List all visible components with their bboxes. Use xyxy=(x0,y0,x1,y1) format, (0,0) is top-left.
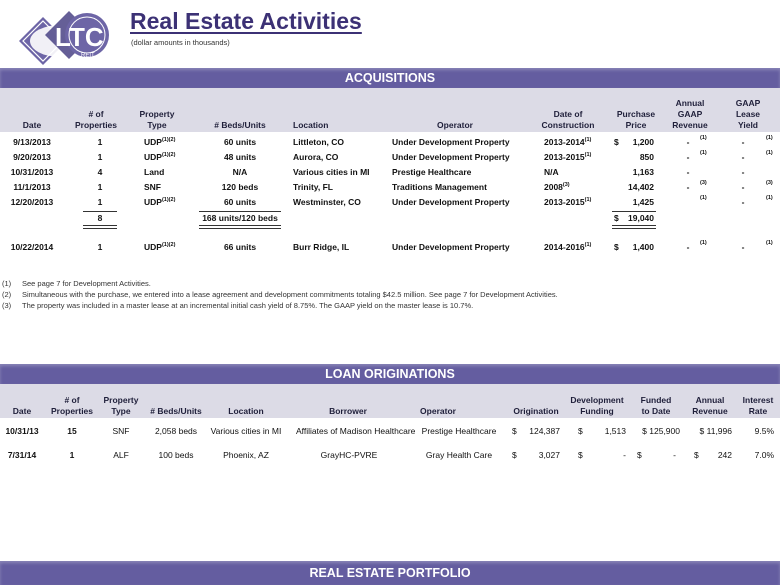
row-price: 1,425 xyxy=(632,197,654,207)
logo-text: LTC xyxy=(55,22,104,52)
col-construction-2: Construction xyxy=(541,120,595,130)
loan-col-rate-2: Rate xyxy=(748,406,768,416)
loans-band xyxy=(0,364,780,384)
loan-col-ptype-1: Property xyxy=(103,395,139,405)
row-ptype: $UDP^{(1)(2)}$ xyxy=(144,197,176,207)
row-props: 4 xyxy=(97,167,103,177)
row-revenue-note: (1) xyxy=(700,150,707,156)
logo-subtext: REIT xyxy=(81,53,95,59)
total-props: 8 xyxy=(97,213,103,223)
loan-col-props-2: Properties xyxy=(50,406,94,416)
loan-col-rate-1: Interest xyxy=(742,395,774,405)
row-revenue-note: (3) xyxy=(700,180,707,186)
row-construction: 2013-2015$^{(1)}$ xyxy=(544,197,592,207)
loan-rate: 9.5% xyxy=(754,426,774,436)
row-ptype-note: (1)(2) xyxy=(161,152,176,159)
portfolio-title: REAL ESTATE PORTFOLIO xyxy=(309,566,471,580)
col-gaap-rev-3: Revenue xyxy=(672,120,708,130)
loan-dev-sign: $ xyxy=(578,426,583,436)
row-props: 1 xyxy=(97,197,103,207)
row-construction: 2013-2015$^{(1)}$ xyxy=(544,152,592,162)
row-props: 1 xyxy=(97,137,103,147)
loan-date: 7/31/14 xyxy=(7,450,37,460)
loan-col-origination: Origination xyxy=(513,406,559,416)
row-construction-note: (1) xyxy=(584,137,592,144)
footnote-1: (1) See page 7 for Development Activities. xyxy=(2,279,151,288)
col-gaap-yield-2: Lease xyxy=(735,109,761,119)
loans-title: LOAN ORIGINATIONS xyxy=(325,367,455,381)
loan-col-ptype-2: Type xyxy=(111,406,131,416)
loan-operator: Prestige Healthcare xyxy=(421,426,497,436)
col-gaap-rev-2: GAAP xyxy=(677,109,703,119)
row-price: 1,400 xyxy=(632,242,654,252)
beds-subtotal-line xyxy=(199,211,281,212)
props-total-double-line xyxy=(83,225,117,229)
col-date: Date xyxy=(22,120,42,130)
acquisitions-title: ACQUISITIONS xyxy=(344,71,436,85)
row-revenue-note: (1) xyxy=(700,135,707,141)
loan-col-devfund-2: Funding xyxy=(580,406,614,416)
row-price-sign: $ xyxy=(614,137,619,147)
loan-revenue-sign: $ xyxy=(694,450,699,460)
col-gaap-yield-1: GAAP xyxy=(735,98,761,108)
total-beds: 168 units/120 beds xyxy=(202,213,278,223)
row-price: 850 xyxy=(639,152,654,162)
row-construction: 2013-2014$^{(1)}$ xyxy=(544,137,592,147)
loan-dev-sign: $ xyxy=(578,450,583,460)
loan-col-beds: # Beds/Units xyxy=(150,406,202,416)
col-gaap-yield-3: Yield xyxy=(738,120,758,130)
row-construction: 2008$^{(3)}$ xyxy=(544,182,570,192)
row-revenue-note: (1) xyxy=(700,195,707,201)
row-props: 1 xyxy=(97,182,103,192)
row-yield-note: (1) xyxy=(766,195,773,201)
loan-date: 10/31/13 xyxy=(5,426,39,436)
props-subtotal-line xyxy=(83,211,117,212)
loan-funded: $ 125,900 xyxy=(642,426,680,436)
col-location: Location xyxy=(293,120,329,130)
row-date: 10/22/2014 xyxy=(10,242,54,252)
loan-funded-sign: $ xyxy=(637,450,642,460)
row-props: 1 xyxy=(97,152,103,162)
loan-rate: 7.0% xyxy=(754,450,774,460)
row-price: 1,163 xyxy=(632,167,654,177)
company-logo xyxy=(5,5,115,75)
loans-table-header xyxy=(0,384,780,418)
row-location: Aurora, CO xyxy=(293,152,339,162)
loan-col-annrev-1: Annual xyxy=(695,395,725,405)
col-props-2: Properties xyxy=(74,120,118,130)
price-subtotal-line xyxy=(612,211,656,212)
row-date: 10/31/2013 xyxy=(10,167,54,177)
row-ptype: $UDP^{(1)(2)}$ xyxy=(144,137,176,147)
acquisitions-table-header xyxy=(0,88,780,132)
loan-ptype: SNF xyxy=(112,426,130,436)
portfolio-band xyxy=(0,561,780,585)
row-date: 12/20/2013 xyxy=(10,197,54,207)
row-revenue: - xyxy=(686,152,690,162)
loan-props: 1 xyxy=(69,450,75,460)
loan-funded: - xyxy=(673,450,676,460)
row-beds: 66 units xyxy=(223,242,257,252)
loan-beds: 2,058 beds xyxy=(154,426,198,436)
row-date: 11/1/2013 xyxy=(13,182,51,192)
footnote-2: (2) Simultaneous with the purchase, we entered into a lease agreement and development commitments totaling $42.5 million. See page 7 for Development Activities. xyxy=(2,290,558,299)
row-construction-note: (1) xyxy=(584,152,592,159)
row-yield: - xyxy=(741,167,745,177)
total-price: 19,040 xyxy=(628,213,654,223)
loan-col-borrower: Borrower xyxy=(329,406,367,416)
row-construction-note: (1) xyxy=(584,242,592,249)
row-yield: - xyxy=(741,182,745,192)
row-operator: Prestige Healthcare xyxy=(392,167,472,177)
footnote-3: (3) The property was included in a master lease at an incremental initial cash yield of 8.75%. The GAAP yield on the master lease is 10.7%. xyxy=(2,301,474,310)
loan-dev-funding: - xyxy=(623,450,626,460)
row-construction-note: (1) xyxy=(584,197,592,204)
loan-col-annrev-2: Revenue xyxy=(692,406,728,416)
row-revenue: - xyxy=(686,242,690,252)
loan-orig-sign: $ xyxy=(512,450,517,460)
col-operator: Operator xyxy=(437,120,473,130)
row-revenue: - xyxy=(686,137,690,147)
loan-origination: 124,387 xyxy=(529,426,560,436)
row-yield: - xyxy=(741,137,745,147)
loan-props: 15 xyxy=(67,426,77,436)
col-ptype-1: Property xyxy=(139,109,175,119)
page-title: Real Estate Activities xyxy=(130,8,362,34)
row-ptype: SNF xyxy=(144,182,161,192)
row-location: Trinity, FL xyxy=(293,182,333,192)
row-construction: 2014-2016$^{(1)}$ xyxy=(544,242,592,252)
row-props: 1 xyxy=(97,242,103,252)
loan-location: Various cities in MI xyxy=(210,426,282,436)
row-price: 1,200 xyxy=(632,137,654,147)
total-price-sign: $ xyxy=(614,213,619,223)
row-yield-note: (1) xyxy=(766,150,773,156)
loan-col-date: Date xyxy=(12,406,32,416)
row-date: 9/13/2013 xyxy=(13,137,51,147)
row-location: Littleton, CO xyxy=(293,137,344,147)
loan-dev-funding: 1,513 xyxy=(604,426,626,436)
row-ptype-note: (1)(2) xyxy=(161,137,176,144)
col-construction-1: Date of xyxy=(553,109,583,119)
row-yield: - xyxy=(741,242,745,252)
row-revenue-note: (1) xyxy=(700,240,707,246)
col-gaap-rev-1: Annual xyxy=(675,98,705,108)
row-ptype: Land xyxy=(144,167,165,177)
beds-total-double-line xyxy=(199,225,281,229)
row-date: 9/20/2013 xyxy=(13,152,51,162)
row-location: Westminster, CO xyxy=(293,197,361,207)
row-operator: Under Development Property xyxy=(392,137,510,147)
row-price-sign: $ xyxy=(614,242,619,252)
row-ptype-note: (1)(2) xyxy=(161,197,176,204)
loan-ptype: ALF xyxy=(113,450,129,460)
row-operator: Under Development Property xyxy=(392,152,510,162)
row-construction: N/A xyxy=(544,167,559,177)
col-price-1: Purchase xyxy=(616,109,656,119)
loan-col-funded-2: to Date xyxy=(641,406,671,416)
loan-col-props-1: # of xyxy=(64,395,80,405)
col-beds: # Beds/Units xyxy=(214,120,266,130)
row-beds: 60 units xyxy=(223,137,257,147)
loan-col-location: Location xyxy=(228,406,264,416)
row-ptype: $UDP^{(1)(2)}$ xyxy=(144,152,176,162)
row-location: Various cities in MI xyxy=(293,167,370,177)
loan-borrower: Affiliates of Madison Healthcare xyxy=(296,426,416,436)
row-operator: Traditions Management xyxy=(392,182,487,192)
row-ptype: $UDP^{(1)(2)}$ xyxy=(144,242,176,252)
row-beds: 120 beds xyxy=(221,182,259,192)
row-construction-note: (3) xyxy=(562,182,570,189)
loan-beds: 100 beds xyxy=(158,450,194,460)
row-yield: - xyxy=(741,197,745,207)
row-ptype-note: (1)(2) xyxy=(161,242,176,249)
col-price-2: Price xyxy=(625,120,647,130)
loan-revenue: $ 11,996 xyxy=(699,426,732,436)
row-beds: 60 units xyxy=(223,197,257,207)
row-beds: 48 units xyxy=(223,152,257,162)
loan-col-operator: Operator xyxy=(420,406,456,416)
row-yield-note: (1) xyxy=(766,135,773,141)
price-total-double-line xyxy=(612,225,656,229)
row-yield-note: (3) xyxy=(766,180,773,186)
loan-borrower: GrayHC-PVRE xyxy=(320,450,378,460)
loan-col-funded-1: Funded xyxy=(640,395,672,405)
row-price: 14,402 xyxy=(628,182,654,192)
col-ptype-2: Type xyxy=(147,120,167,130)
acquisitions-band xyxy=(0,68,780,88)
loan-operator: Gray Health Care xyxy=(425,450,493,460)
row-revenue: - xyxy=(686,182,690,192)
row-operator: Under Development Property xyxy=(392,197,510,207)
col-props-1: # of xyxy=(88,109,104,119)
row-revenue: - xyxy=(686,167,690,177)
loan-revenue: 242 xyxy=(717,450,732,460)
row-operator: Under Development Property xyxy=(392,242,510,252)
page-subtitle: (dollar amounts in thousands) xyxy=(131,38,230,47)
loan-location: Phoenix, AZ xyxy=(223,450,269,460)
loan-origination: 3,027 xyxy=(538,450,560,460)
row-beds: N/A xyxy=(232,167,248,177)
loan-orig-sign: $ xyxy=(512,426,517,436)
row-yield: - xyxy=(741,152,745,162)
row-yield-note: (1) xyxy=(766,240,773,246)
row-location: Burr Ridge, IL xyxy=(293,242,350,252)
loan-col-devfund-1: Development xyxy=(570,395,624,405)
